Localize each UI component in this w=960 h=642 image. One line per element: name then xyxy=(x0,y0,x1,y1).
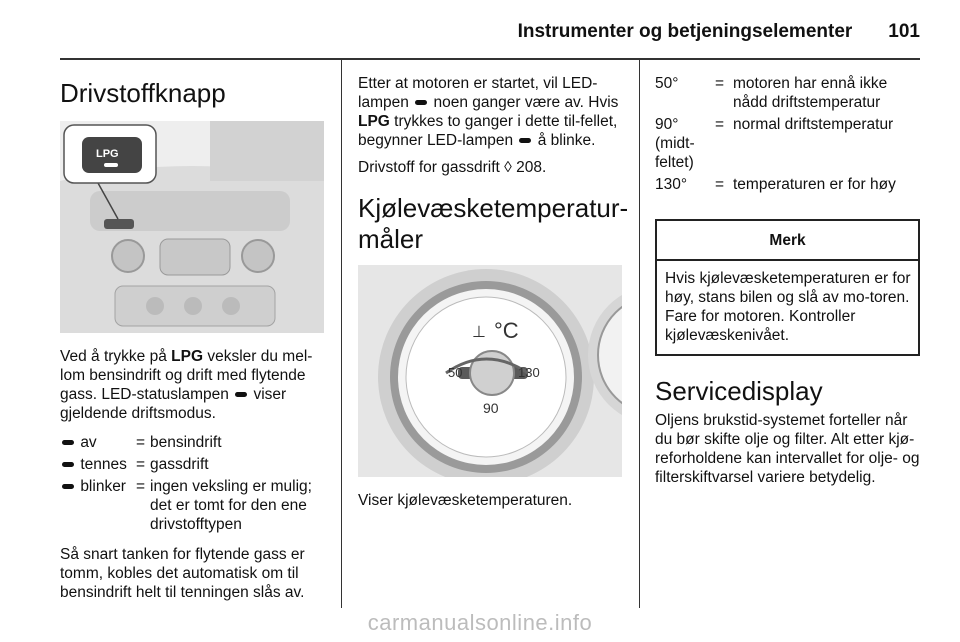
column-divider-1 xyxy=(341,60,342,608)
text-fragment: viser gjeldende driftsmodus. xyxy=(60,386,287,422)
led-icon xyxy=(62,484,74,489)
column-1 xyxy=(60,74,326,602)
led-icon xyxy=(62,440,74,445)
table-row xyxy=(655,74,920,115)
text-fragment: noen ganger være av. Hvis xyxy=(429,94,619,111)
coolant-caption: Viser kjølevæsketemperaturen. xyxy=(358,492,573,509)
lpg-button-label: LPG xyxy=(96,148,119,160)
table-row xyxy=(655,115,920,175)
table-row xyxy=(60,477,326,537)
gauge-label-low: 50 xyxy=(448,365,463,380)
table-value: normal driftstemperatur xyxy=(733,116,894,133)
text-fragment: Etter at motoren er startet, vil LED-lampen xyxy=(358,75,598,111)
table-row xyxy=(60,433,326,455)
gauge-label-mid: 90 xyxy=(483,400,499,416)
note-box xyxy=(655,219,920,356)
lpg-bold: LPG xyxy=(358,113,390,130)
table-eq: = xyxy=(715,176,725,193)
table-key: blinker xyxy=(80,478,126,495)
section-heading-servicedisplay: Servicedisplay xyxy=(655,376,823,406)
led-icon xyxy=(235,392,247,397)
table-row xyxy=(60,455,326,477)
led-status-table xyxy=(60,433,326,537)
led-icon xyxy=(415,100,427,105)
lpg-bold: LPG xyxy=(171,348,204,365)
column-3 xyxy=(655,74,920,487)
column-divider-2 xyxy=(639,60,640,608)
led-icon xyxy=(62,462,74,467)
table-row xyxy=(655,175,920,197)
table-key: 130° xyxy=(655,176,688,193)
paragraph-lpg-intro xyxy=(60,347,326,423)
paragraph-servicedisplay: Oljens brukstid-systemet forteller når du bør skifte olje og filter. Alt etter kjø-reforholdene kan intervallet for olje- og filterskiftvarsel variere betydelig. xyxy=(655,412,920,486)
table-key: 90° (midt-feltet) xyxy=(655,116,695,171)
text-fragment: Ved å trykke på xyxy=(60,348,172,365)
paragraph-gas-reference: Drivstoff for gassdrift ◊ 208. xyxy=(358,159,547,176)
page-number: 101 xyxy=(888,21,920,42)
coolant-gauge-illustration xyxy=(358,265,622,477)
table-eq: = xyxy=(715,75,725,92)
text-fragment: å blinke. xyxy=(533,132,596,149)
section-heading-drivstoffknapp: Drivstoffknapp xyxy=(60,78,226,108)
coolant-icon: ⊥ xyxy=(472,324,486,341)
coolant-unit-label: °C xyxy=(494,318,519,343)
header-rule xyxy=(60,58,920,60)
table-value: motoren har ennå ikke nådd driftstemperatur xyxy=(733,75,888,111)
text-fragment: trykkes to ganger i dette til-fellet, begynner LED-lampen xyxy=(358,113,618,149)
table-value: bensindrift xyxy=(150,434,222,451)
table-value: gassdrift xyxy=(150,456,209,473)
header-title: Instrumenter og betjeningselementer xyxy=(517,21,853,42)
table-eq: = xyxy=(136,456,146,473)
table-key: 50° xyxy=(655,75,679,92)
gauge-label-high: 130 xyxy=(518,365,540,380)
page-header xyxy=(60,14,920,50)
text-fragment: veksler du mel-lom bensindrift og drift med flytende gass. LED-statuslampen xyxy=(60,348,313,403)
coolant-temp-table xyxy=(655,74,920,197)
note-body: Hvis kjølevæsketemperaturen er for høy, stans bilen og slå av mo-toren. Fare for motoren. Kontroller kjølevæskenivået. xyxy=(665,270,911,344)
table-value: ingen veksling er mulig; det er tomt for den ene drivstofftypen xyxy=(150,478,312,533)
table-key: av xyxy=(80,434,97,451)
note-title: Merk xyxy=(657,221,918,261)
section-heading-coolant: Kjølevæsketemperatur-måler xyxy=(358,193,629,254)
led-icon xyxy=(519,138,531,143)
paragraph-auto-switch: Så snart tanken for flytende gass er tomm, kobles det automatisk om til bensindrift helt til tenningen slås av. xyxy=(60,546,305,601)
column-2 xyxy=(358,74,629,510)
coolant-gauge-figure xyxy=(358,265,622,477)
table-eq: = xyxy=(136,434,146,451)
lpg-button-figure xyxy=(60,121,324,333)
table-value: temperaturen er for høy xyxy=(733,176,896,193)
watermark: carmanualsonline.info xyxy=(367,610,593,635)
table-eq: = xyxy=(715,116,725,133)
table-eq: = xyxy=(136,478,146,495)
table-key: tennes xyxy=(80,456,127,473)
paragraph-led-after-start xyxy=(358,74,624,150)
